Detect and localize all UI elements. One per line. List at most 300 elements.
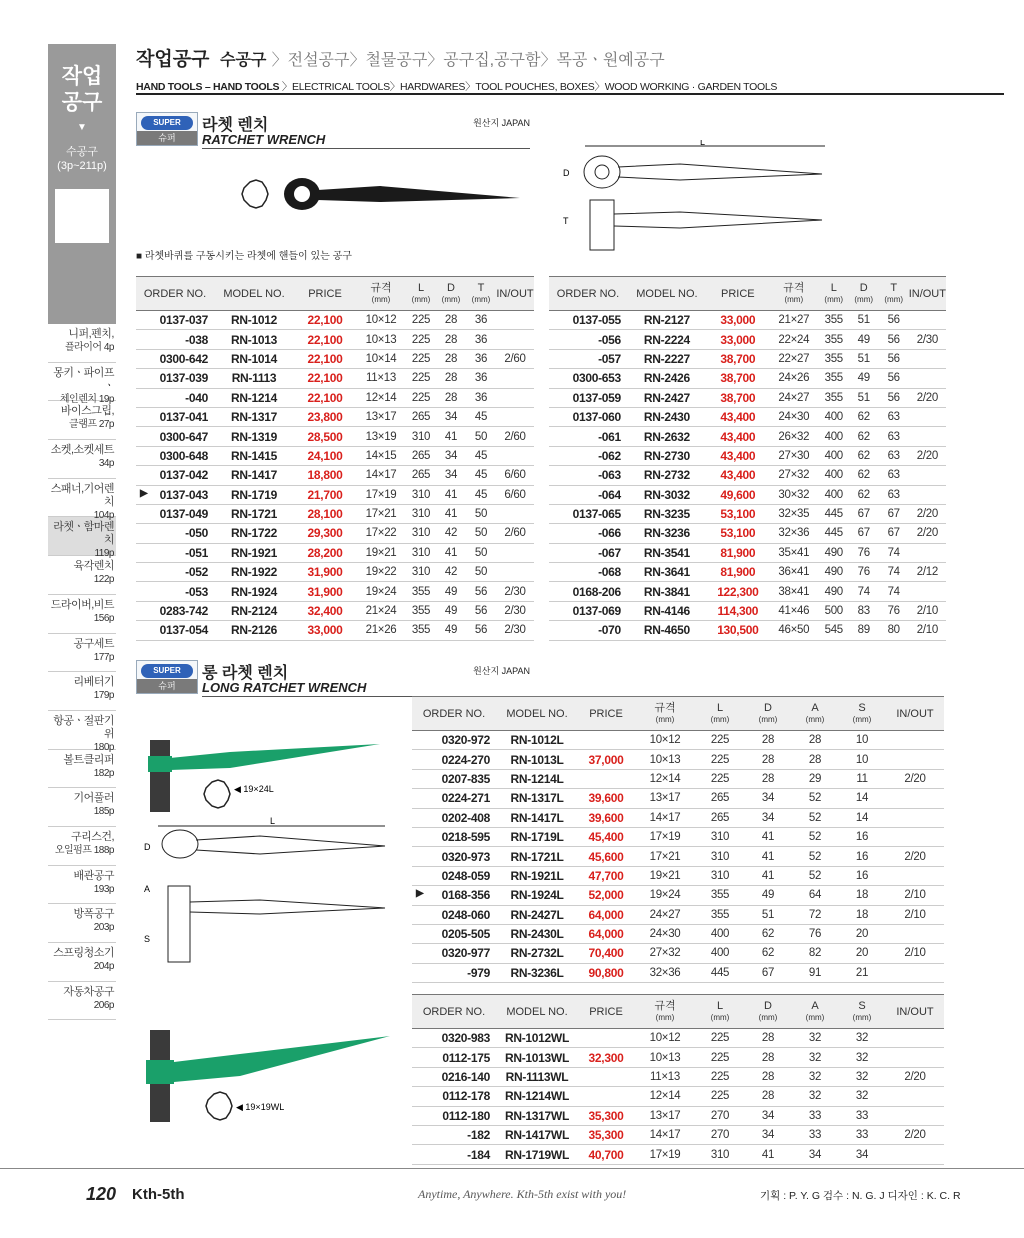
table-cell: [627, 330, 707, 349]
sidebar-item-page-no: 19p: [98, 393, 114, 405]
table-cell: [744, 1048, 792, 1067]
table-cell: [466, 524, 496, 543]
table-cell: [696, 924, 744, 943]
cell-value: 500: [824, 605, 843, 618]
table-row[interactable]: [136, 601, 534, 620]
cell-value: 45: [474, 469, 488, 482]
cell-value: 2/20: [916, 449, 938, 462]
table-row[interactable]: [136, 524, 534, 543]
sidebar-item-page-no: 156p: [93, 612, 114, 624]
table-cell: [496, 827, 578, 846]
unit-label: (mm): [805, 1012, 825, 1022]
table-cell: [744, 924, 792, 943]
brand-tag: 슈퍼: [137, 131, 197, 145]
table-cell: [849, 485, 879, 504]
cell-value: 16: [855, 850, 869, 863]
cell-value: 0248-059: [441, 868, 490, 883]
table-row[interactable]: [549, 621, 946, 640]
sidebar-item[interactable]: [48, 324, 116, 363]
table-row[interactable]: [549, 427, 946, 446]
table-cell: [496, 866, 578, 885]
table-row[interactable]: [136, 582, 534, 601]
table-cell: [886, 789, 944, 808]
cell-value: 2/60: [504, 527, 526, 540]
cell-value: 490: [824, 585, 843, 598]
cell-value: RN-2124: [231, 604, 277, 619]
sidebar-item[interactable]: [48, 672, 116, 711]
table-cell: [466, 582, 496, 601]
table-cell: [744, 827, 792, 846]
column-header: [578, 697, 634, 731]
column-header: [136, 277, 214, 311]
sidebar-item[interactable]: [48, 363, 116, 405]
unit-label: (mm): [805, 714, 825, 724]
table-row[interactable]: [549, 388, 946, 407]
table-cell: [838, 1048, 886, 1067]
table-row[interactable]: [549, 582, 946, 601]
table-cell: [886, 1048, 944, 1067]
table-cell: [466, 311, 496, 330]
column-header-label: ORDER NO.: [422, 1005, 486, 1018]
sidebar-item[interactable]: [48, 556, 116, 595]
cell-value: 41: [444, 430, 458, 443]
cell-value: 56: [887, 391, 900, 404]
sidebar-item[interactable]: [48, 440, 116, 479]
breadcrumb[interactable]: 〉전설공구〉철물공구〉공구집,공구함〉목공ㆍ원예공구: [271, 52, 665, 69]
column-header: [496, 697, 578, 731]
table-cell: [578, 905, 634, 924]
cell-value: RN-1113: [231, 371, 277, 386]
table-cell: [136, 446, 214, 465]
cell-value: 70,400: [588, 946, 624, 961]
highlight-arrow-icon: ▶: [140, 487, 148, 499]
table-cell: [769, 311, 819, 330]
cell-value: 28: [808, 753, 822, 766]
table-cell: [819, 621, 849, 640]
table-cell: [696, 1048, 744, 1067]
sidebar-item[interactable]: [48, 943, 116, 982]
table-row[interactable]: [412, 731, 944, 750]
cell-value: 12×14: [365, 391, 397, 404]
table-row[interactable]: [136, 369, 534, 388]
column-header-label: A: [811, 999, 819, 1012]
table-cell: [214, 369, 294, 388]
sidebar-item-page-no: 119p: [94, 548, 114, 560]
table-cell: [294, 601, 356, 620]
table-cell: [496, 731, 578, 750]
cell-value: 32×36: [778, 527, 810, 540]
table-cell: [634, 1125, 696, 1144]
sidebar-item[interactable]: [48, 750, 116, 789]
table-cell: [356, 330, 406, 349]
table-row[interactable]: [549, 601, 946, 620]
table-row[interactable]: [412, 750, 944, 769]
cell-value: -979: [467, 965, 490, 980]
column-header-label: L: [417, 281, 425, 294]
table-cell: [496, 466, 534, 485]
cell-value: RN-3032: [643, 487, 690, 502]
table-row[interactable]: [549, 563, 946, 582]
down-triangle-icon: ▼: [77, 122, 87, 133]
table-cell: [136, 330, 214, 349]
breadcrumb-current[interactable]: 수공구: [219, 52, 267, 69]
sidebar-item[interactable]: [48, 517, 116, 560]
table-cell: [214, 446, 294, 465]
table-row[interactable]: [412, 769, 944, 788]
cell-value: RN-1214: [231, 390, 277, 405]
table-row[interactable]: [412, 866, 944, 885]
column-header-label: S: [858, 999, 866, 1012]
table-row[interactable]: [412, 1067, 944, 1086]
table-cell: [496, 847, 578, 866]
cell-value: 14: [855, 811, 869, 824]
table-row[interactable]: [136, 407, 534, 426]
sidebar-item[interactable]: [48, 401, 116, 440]
table-cell: [627, 427, 707, 446]
cell-value: 0202-408: [441, 810, 490, 825]
table-cell: [436, 407, 466, 426]
cell-value: 41: [444, 508, 458, 521]
footer-rule: [0, 1168, 1024, 1169]
cell-value: 53,100: [720, 507, 756, 522]
sidebar-item-label: 항공ㆍ절판기위: [53, 714, 114, 740]
sidebar-item[interactable]: [48, 788, 116, 827]
cell-value: 33: [855, 1109, 869, 1122]
table-cell: [819, 311, 849, 330]
cell-value: 22,100: [307, 351, 343, 366]
cell-value: 63: [887, 430, 900, 443]
table-row[interactable]: [412, 1087, 944, 1106]
sidebar-item[interactable]: [48, 827, 116, 866]
table-row[interactable]: [136, 621, 534, 640]
sidebar-item-page-no: 185p: [93, 806, 114, 818]
unit-label: (mm): [710, 714, 730, 724]
cell-value: 76: [808, 928, 822, 941]
table-cell: [886, 827, 944, 846]
cell-value: -038: [185, 332, 208, 347]
table-row[interactable]: [549, 330, 946, 349]
table-row[interactable]: [549, 349, 946, 368]
cell-value: 52: [808, 811, 822, 824]
cell-value: 2/30: [504, 605, 526, 618]
table-cell: [496, 601, 534, 620]
table-cell: [886, 924, 944, 943]
table-cell: [819, 407, 849, 426]
table-row[interactable]: [412, 827, 944, 846]
unit-label: (mm): [655, 1012, 675, 1022]
table-row[interactable]: [412, 1029, 944, 1048]
cell-value: 74: [887, 566, 900, 579]
table-cell: [707, 563, 769, 582]
cell-value: 51: [761, 908, 775, 921]
cell-value: 10×13: [649, 1051, 681, 1064]
table-row[interactable]: [136, 446, 534, 465]
cell-value: -061: [598, 429, 621, 444]
table-row[interactable]: [412, 1145, 944, 1164]
table-cell: [879, 349, 909, 368]
cell-value: 28: [761, 1090, 775, 1103]
table-row[interactable]: [549, 466, 946, 485]
table-row[interactable]: [136, 466, 534, 485]
cell-value: 24×27: [649, 908, 681, 921]
cell-value: RN-2126: [231, 623, 277, 638]
cell-value: 270: [710, 1109, 730, 1122]
table-cell: [406, 524, 436, 543]
cell-value: 355: [824, 352, 843, 365]
table-cell: [549, 407, 627, 426]
cell-value: 41: [444, 546, 458, 559]
table-cell: [496, 582, 534, 601]
table-cell: [819, 466, 849, 485]
sidebar-item-page: [48, 457, 114, 470]
table-cell: [792, 827, 838, 846]
sidebar-item[interactable]: [48, 479, 116, 521]
cell-value: 0320-983: [441, 1031, 490, 1046]
sidebar-item[interactable]: [48, 866, 116, 905]
table-cell: [406, 563, 436, 582]
sidebar-item[interactable]: [48, 634, 116, 673]
cell-value: -057: [598, 351, 621, 366]
cell-value: 41: [761, 869, 775, 882]
cell-value: 2/10: [904, 889, 926, 902]
table-cell: [769, 524, 819, 543]
table-cell: [578, 1087, 634, 1106]
table-cell: [412, 1067, 496, 1086]
table-row[interactable]: [136, 388, 534, 407]
cell-value: 225: [411, 352, 431, 365]
cell-value: RN-4146: [643, 604, 690, 619]
table-row[interactable]: [412, 808, 944, 827]
table-row[interactable]: [412, 963, 944, 982]
table-row[interactable]: [136, 311, 534, 330]
sidebar-item-label: 볼트클리퍼: [63, 753, 114, 766]
table-cell: [578, 886, 634, 905]
table-cell: [496, 563, 534, 582]
table-cell: [406, 601, 436, 620]
cell-value: 67: [761, 966, 775, 979]
cell-value: 64: [808, 889, 822, 902]
table-cell: [496, 1048, 578, 1067]
table-cell: [436, 504, 466, 523]
table-cell: [214, 524, 294, 543]
brand-badge: [136, 660, 198, 694]
column-header-label: ORDER NO.: [422, 707, 486, 720]
table-cell: [769, 582, 819, 601]
table-cell: [496, 750, 578, 769]
sidebar-item[interactable]: [48, 982, 116, 1021]
cell-value: 18: [855, 889, 869, 902]
table-cell: [886, 731, 944, 750]
cell-value: 10×12: [649, 734, 681, 747]
table-cell: [849, 563, 879, 582]
super-logo-icon: SUPER: [141, 664, 193, 678]
table-row[interactable]: [136, 427, 534, 446]
cell-value: 33,000: [307, 623, 343, 638]
table-cell: [466, 621, 496, 640]
sidebar-item-label: 스패너,기어렌치: [50, 482, 114, 508]
page-title: [136, 44, 665, 71]
breadcrumb-eng-bold: HAND TOOLS – HAND TOOLS: [136, 81, 280, 93]
cell-value: RN-1012WL: [505, 1031, 569, 1046]
column-header-label: PRICE: [721, 287, 755, 300]
table-row[interactable]: [549, 446, 946, 465]
table-row[interactable]: [136, 330, 534, 349]
qr-code[interactable]: [55, 189, 109, 243]
cell-value: 14×17: [649, 811, 681, 824]
table-row[interactable]: [136, 543, 534, 562]
sidebar-item-page: [48, 805, 114, 818]
table-row[interactable]: [412, 944, 944, 963]
table-cell: [909, 349, 946, 368]
sidebar-item-page: [48, 612, 114, 625]
table-cell: [436, 621, 466, 640]
table-cell: [769, 485, 819, 504]
table-cell: [909, 427, 946, 446]
table-cell: [819, 446, 849, 465]
sidebar-item[interactable]: [48, 595, 116, 634]
table-cell: [412, 886, 496, 905]
unit-label: (mm): [824, 294, 844, 304]
long-ratchet-table: [412, 696, 944, 983]
cell-value: 38,700: [720, 351, 756, 366]
cell-value: 52: [808, 850, 822, 863]
column-header: [214, 277, 294, 311]
table-cell: [744, 789, 792, 808]
sidebar-sub[interactable]: 수공구: [66, 146, 98, 158]
table-cell: [294, 563, 356, 582]
table-row[interactable]: [136, 563, 534, 582]
title-main: 작업공구: [136, 49, 210, 70]
cell-value: 130,500: [717, 623, 759, 638]
sidebar-item-page: [48, 573, 114, 586]
table-cell: [769, 407, 819, 426]
cell-value: 400: [824, 430, 843, 443]
cell-value: RN-2430: [643, 410, 690, 425]
cell-value: 32×35: [778, 508, 810, 521]
cell-value: 0300-642: [159, 351, 208, 366]
table-cell: [769, 369, 819, 388]
table-cell: [792, 1145, 838, 1164]
table-cell: [707, 582, 769, 601]
table-cell: [406, 407, 436, 426]
cell-value: -070: [598, 623, 621, 638]
table-row[interactable]: [549, 504, 946, 523]
super-logo-icon: SUPER: [141, 116, 193, 130]
table-cell: [696, 866, 744, 885]
cell-value: 225: [710, 1070, 730, 1083]
table-cell: [879, 601, 909, 620]
cell-value: 72: [808, 908, 822, 921]
product-name-en: RATCHET WRENCH: [202, 132, 326, 147]
table-row[interactable]: [412, 847, 944, 866]
wrench-handle: [318, 186, 520, 202]
table-row[interactable]: [549, 543, 946, 562]
column-header-label: S: [858, 701, 866, 714]
cell-value: 41: [761, 850, 775, 863]
table-cell: [849, 543, 879, 562]
table-cell: [436, 524, 466, 543]
table-row[interactable]: [412, 924, 944, 943]
table-cell: [909, 621, 946, 640]
cell-value: 225: [710, 1090, 730, 1103]
table-cell: [792, 1029, 838, 1048]
table-row[interactable]: [549, 485, 946, 504]
cell-value: 82: [808, 947, 822, 960]
table-cell: [849, 330, 879, 349]
table-row[interactable]: [412, 905, 944, 924]
table-row[interactable]: [412, 886, 944, 905]
cell-value: 400: [710, 947, 730, 960]
cell-value: 24,100: [307, 448, 343, 463]
unit-label: (mm): [852, 714, 872, 724]
cell-value: 41: [761, 1148, 775, 1161]
table-row[interactable]: [136, 504, 534, 523]
table-cell: [466, 349, 496, 368]
table-cell: [838, 731, 886, 750]
cell-value: 28: [444, 333, 458, 346]
column-header: [436, 277, 466, 311]
table-row[interactable]: [549, 369, 946, 388]
footer-brand: Kth-5th: [132, 1186, 185, 1203]
table-cell: [356, 466, 406, 485]
table-cell: [849, 388, 879, 407]
table-cell: [879, 524, 909, 543]
cell-value: 400: [710, 928, 730, 941]
table-cell: [696, 944, 744, 963]
table-cell: [496, 1067, 578, 1086]
table-cell: [214, 466, 294, 485]
table-cell: [849, 524, 879, 543]
sidebar-item[interactable]: [48, 711, 116, 753]
table-cell: [496, 789, 578, 808]
table-cell: [406, 582, 436, 601]
table-row[interactable]: [549, 407, 946, 426]
table-cell: [634, 1145, 696, 1164]
table-cell: [466, 504, 496, 523]
ring-12pt-icon: [242, 180, 268, 208]
table-row[interactable]: [412, 789, 944, 808]
table-cell: [436, 601, 466, 620]
table-row[interactable]: [412, 1106, 944, 1125]
cell-value: RN-2427: [643, 390, 690, 405]
table-row[interactable]: [136, 485, 534, 504]
table-row[interactable]: [412, 1048, 944, 1067]
table-row[interactable]: [549, 524, 946, 543]
table-row[interactable]: [136, 349, 534, 368]
cell-value: 14×15: [365, 449, 397, 462]
table-cell: [696, 808, 744, 827]
cell-value: 17×22: [365, 527, 397, 540]
table-row[interactable]: [412, 1125, 944, 1144]
header-rule: [136, 93, 1004, 95]
sidebar-item-label: 방폭공구: [73, 908, 114, 921]
cell-value: RN-1921L: [510, 868, 564, 883]
cell-value: 22,100: [307, 313, 343, 328]
table-cell: [496, 524, 534, 543]
table-cell: [496, 504, 534, 523]
table-row[interactable]: [549, 311, 946, 330]
brand-tag: 슈퍼: [137, 679, 197, 693]
cell-value: 43,400: [720, 468, 756, 483]
long-ratchet-wl-image: [140, 1026, 410, 1126]
cell-value: 0137-037: [159, 313, 208, 328]
cell-value: 265: [710, 811, 730, 824]
cell-value: 310: [710, 869, 730, 882]
table-cell: [356, 582, 406, 601]
table-cell: [819, 349, 849, 368]
sidebar-item[interactable]: [48, 904, 116, 943]
long-ratchet-images: [140, 730, 410, 970]
